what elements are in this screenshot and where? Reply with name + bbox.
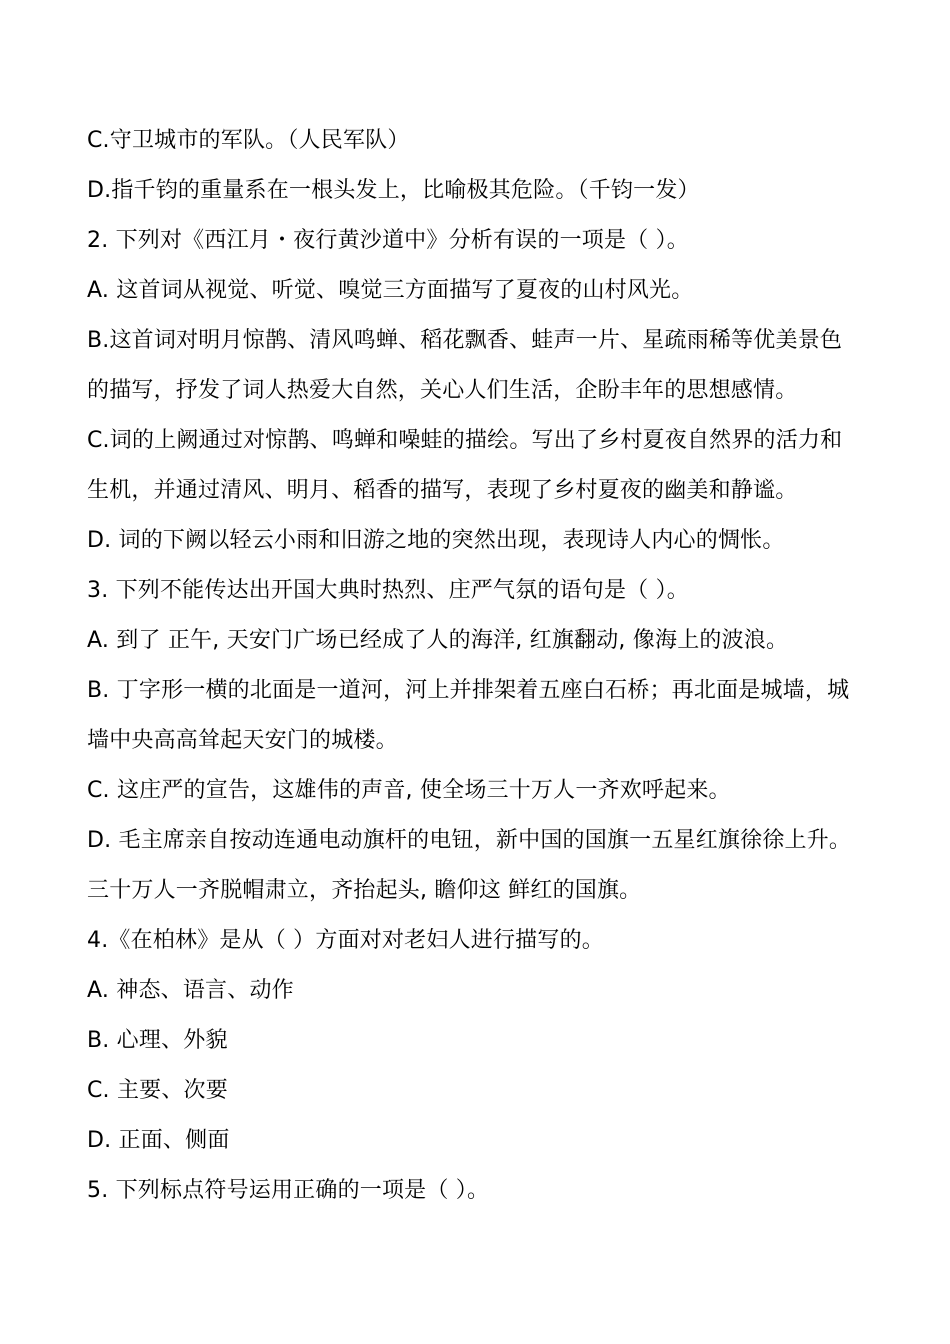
option-c-q1: C.守卫城市的军队。（人民军队） (87, 128, 410, 153)
option-d-q1: D.指千钧的重量系在一根头发上，比喻极其危险。（千钧一发） (87, 178, 700, 203)
option-d-q3-line2: 三十万人一齐脱帽肃立，齐抬起头, 瞻仰这 鲜红的国旗。 (87, 878, 642, 903)
question-4: 4.《在柏林》是从（ ）方面对对老妇人进行描写的。 (87, 928, 604, 953)
option-a-q3: A. 到了 正午, 天安门广场已经成了人的海洋, 红旗翻动, 像海上的波浪。 (87, 628, 789, 653)
option-b-q4: B. 心理、外貌 (87, 1028, 228, 1053)
option-b-q2-line1: B.这首词对明月惊鹊、清风鸣蝉、稻花飘香、蛙声一片、星疏雨稀等优美景色 (87, 328, 843, 353)
option-c-q4: C. 主要、次要 (87, 1078, 228, 1103)
question-2: 2. 下列对《西江月・夜行黄沙道中》分析有误的一项是（ ）。 (87, 228, 689, 253)
option-d-q2: D. 词的下阙以轻云小雨和旧游之地的突然出现，表现诗人内心的惆怅。 (87, 528, 785, 553)
option-b-q3-line1: B. 丁字形一横的北面是一道河，河上并排架着五座白石桥；再北面是城墙，城 (87, 678, 850, 703)
option-c-q3: C. 这庄严的宣告，这雄伟的声音, 使全场三十万人一齐欢呼起来。 (87, 778, 731, 803)
question-5: 5. 下列标点符号运用正确的一项是（ ）。 (87, 1178, 490, 1203)
question-3: 3. 下列不能传达出开国大典时热烈、庄严气氛的语句是（ ）。 (87, 578, 689, 603)
option-c-q2-line1: C.词的上阙通过对惊鹊、鸣蝉和噪蛙的描绘。写出了乡村夏夜自然界的活力和 (87, 428, 843, 453)
option-d-q3-line1: D. 毛主席亲自按动连通电动旗杆的电钮，新中国的国旗一五星红旗徐徐上升。 (87, 828, 852, 853)
option-b-q3-line2: 墙中央高高耸起天安门的城楼。 (87, 728, 398, 753)
option-d-q4: D. 正面、侧面 (87, 1128, 230, 1153)
option-a-q2: A. 这首词从视觉、听觉、嗅觉三方面描写了夏夜的山村风光。 (87, 278, 694, 303)
option-a-q4: A. 神态、语言、动作 (87, 978, 294, 1003)
option-b-q2-line2: 的描写，抒发了词人热爱大自然，关心人们生活，企盼丰年的思想感情。 (87, 378, 798, 403)
option-c-q2-line2: 生机，并通过清风、明月、稻香的描写，表现了乡村夏夜的幽美和静谧。 (87, 478, 798, 503)
